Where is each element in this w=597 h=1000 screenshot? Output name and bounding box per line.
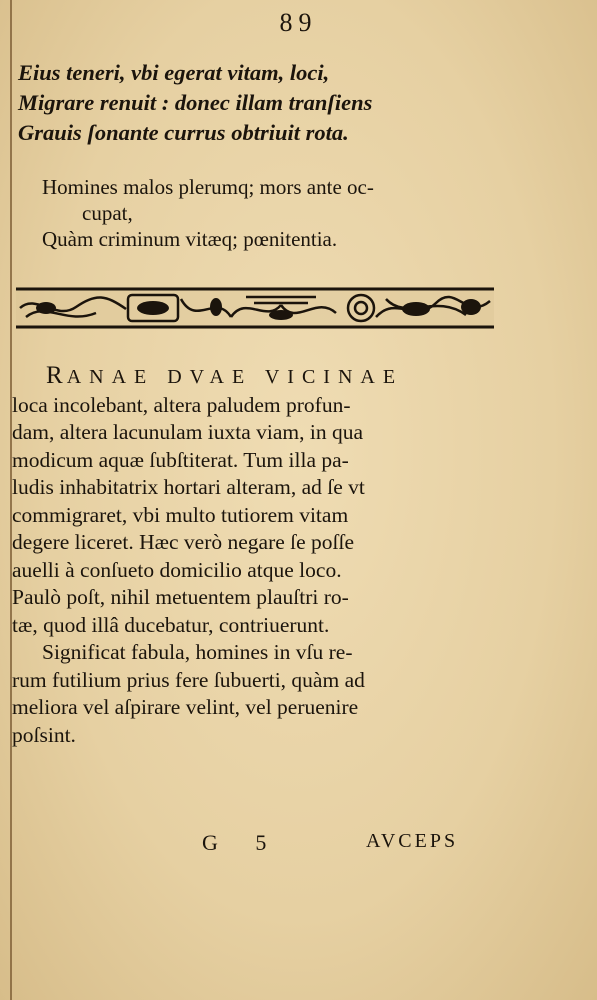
moral-verse-block: [42, 174, 562, 252]
fable-line: ludis inhabitatrix hortari alteram, ad ſe vt: [12, 475, 365, 499]
decorative-headpiece: [16, 287, 494, 329]
fable-title: RANAE DVAE VICINAE: [46, 362, 404, 389]
fable-line: auelli à conſueto domicilio atque loco.: [12, 557, 342, 582]
verse-line: Migrare renuit : donec illam tranſiens: [18, 90, 373, 115]
page-number: 89: [279, 8, 318, 37]
verse-block: [18, 58, 578, 148]
moral-text-line: poſsint.: [12, 722, 76, 747]
fable-text: [12, 362, 496, 749]
verse-line: Grauis ſonante currus obtriuit rota.: [18, 120, 349, 145]
moral-line: cupat,: [82, 201, 133, 225]
fable-line: dam, altera lacunulam iuxta viam, in qua: [12, 420, 364, 444]
fable-line: Paulò poſt, nihil metuentem plauſtri ro-: [12, 585, 349, 609]
moral-text-line: meliora vel aſpirare velint, vel peruenire: [12, 695, 359, 719]
signature-mark: G 5: [202, 830, 283, 855]
moral-line: Homines malos plerumq; mors ante oc-: [42, 175, 374, 199]
moral-text-line: rum futilium prius fere ſubuerti, quàm ad: [12, 667, 365, 692]
fable-line: modicum aquæ ſubſtiterat. Tum illa pa-: [12, 447, 349, 472]
moral-text-line: Significat fabula, homines in vſu re-: [42, 640, 353, 664]
fable-line: degere liceret. Hæc verò negare ſe poſſe: [12, 530, 355, 554]
verse-line: Eius teneri, vbi egerat vitam, loci,: [18, 60, 330, 85]
fable-line: loca incolebant, altera paludem profun-: [12, 392, 351, 417]
catchword: AVCEPS: [366, 830, 459, 852]
fable-line: commigraret, vbi multo tutiorem vitam: [12, 502, 349, 527]
fable-line: tæ, quod illâ ducebatur, contriuerunt.: [12, 612, 330, 637]
moral-line: Quàm criminum vitæq; pœnitentia.: [42, 227, 338, 251]
